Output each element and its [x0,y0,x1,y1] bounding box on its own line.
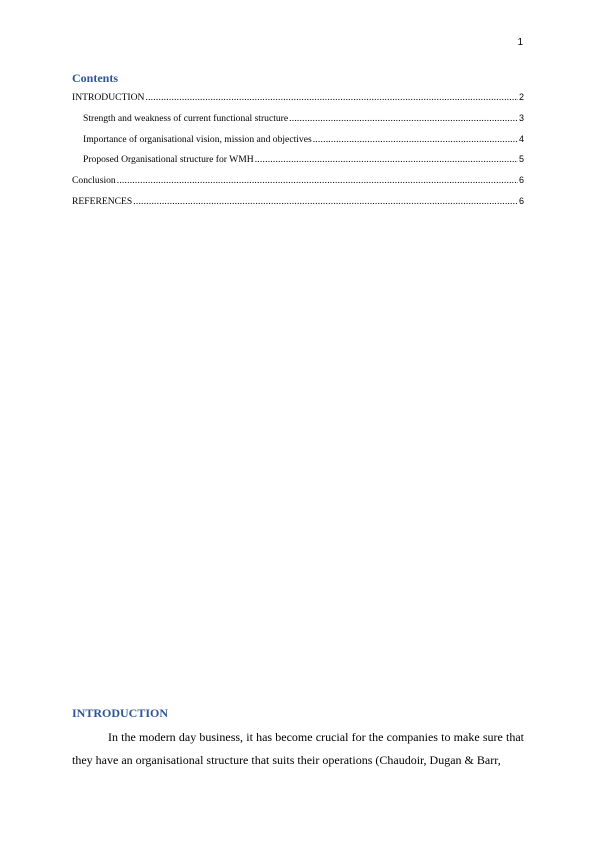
toc-entry-proposed-structure[interactable] [72,154,524,175]
toc-entry-title: Importance of organisational vision, mission and objectives [83,133,312,145]
toc-dot-leader [133,196,518,207]
toc-entry-page: 5 [518,154,524,165]
toc-dot-leader [145,92,518,103]
toc-entry-title: Conclusion [72,175,116,187]
toc-dot-leader [255,154,518,165]
toc-heading: Contents [72,71,119,85]
toc-entry-strength-weakness[interactable] [72,113,524,134]
table-of-contents [72,92,524,217]
toc-entry-page: 6 [518,195,524,206]
toc-entry-title: Proposed Organisational structure for WMH [83,154,254,166]
toc-dot-leader [117,175,518,186]
toc-entry-page: 6 [518,175,524,186]
toc-entry-references[interactable] [72,196,524,217]
toc-entry-page: 2 [518,92,524,102]
toc-entry-title: Strength and weakness of current functional structure [83,112,289,124]
introduction-heading: INTRODUCTION [72,706,169,720]
introduction-paragraph: In the modern day business, it has become crucial for the companies to make sure that they have an organisational structure that suits their operations (Chaudoir, Dugan & Barr, [72,730,524,767]
page-number: 1 [517,37,523,48]
toc-entry-vision-mission[interactable] [72,134,524,155]
toc-dot-leader [313,134,518,145]
toc-entry-conclusion[interactable] [72,175,524,196]
toc-dot-leader [289,113,518,124]
toc-entry-page: 3 [518,112,524,123]
toc-entry-title: INTRODUCTION [72,92,145,103]
toc-entry-title: REFERENCES [72,195,133,207]
toc-entry-introduction[interactable] [72,92,524,113]
toc-entry-page: 4 [518,133,524,144]
